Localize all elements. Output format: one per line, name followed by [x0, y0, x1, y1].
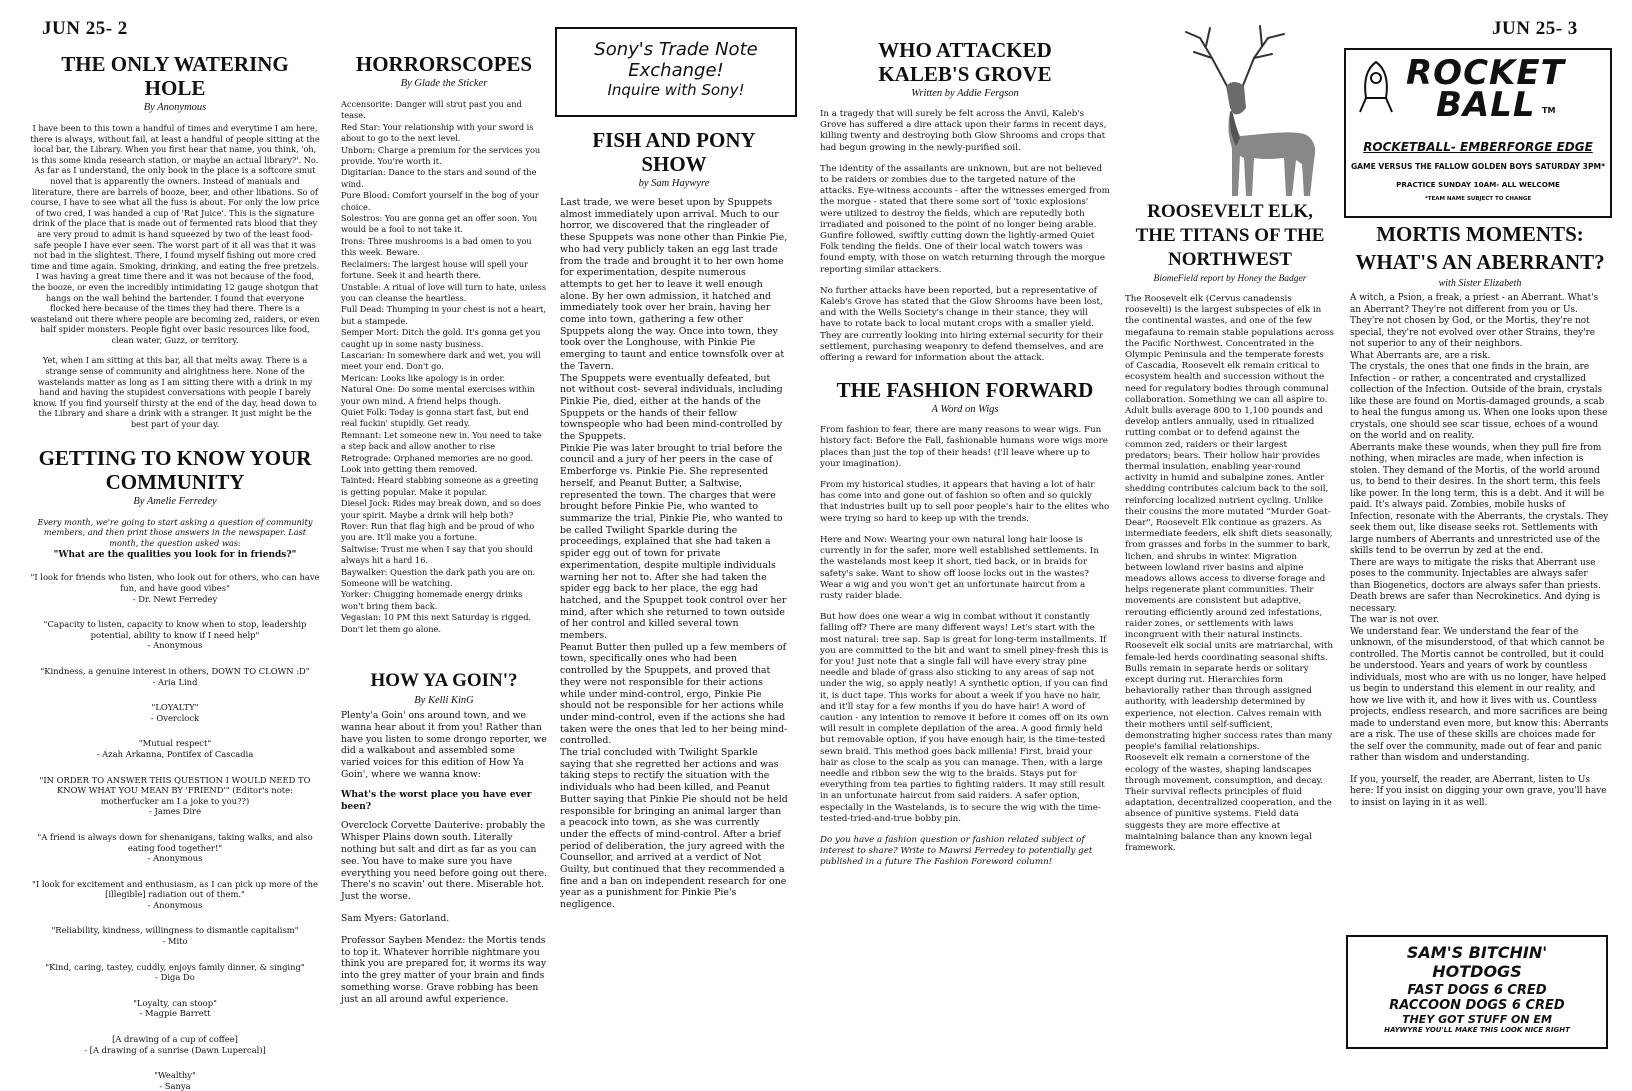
hotdog-ad — [1346, 935, 1608, 1049]
rocket-mascot-icon — [1356, 58, 1396, 118]
mortis-p5: There are ways to mitigate the risks that Aberrant use poses to the community. Injectables are always safer than Biogenetics, doctors are always safer than priests. Death brews are safer than Necrokinetics. And dying is necessary. — [1350, 557, 1601, 614]
mortis-byline: with Sister Elizabeth — [1438, 278, 1522, 289]
quote-author: - Dr. Newt Ferredey — [132, 593, 218, 604]
community-quote — [30, 702, 320, 723]
rocketball-tm: TM — [1542, 106, 1556, 115]
horrorscope-item: Yorker: Chugging homemade energy drinks won't bring them back. — [341, 589, 523, 611]
horrorscope-item: Reclaimers: The largest house will spell your fortune. Seek it and hearth there. — [341, 258, 529, 281]
mortis-p6: The war is not over. — [1350, 615, 1440, 625]
fish-pony-byline: by Sam Haywyre — [638, 178, 710, 189]
quote-author: - Mito — [162, 936, 188, 947]
mortis-p4: Aberrants make these wounds, when they pull fire from nothing, when miracles are made, when infection is stolen. They demand of the Mortis, of the world around us, to bend to their desires. In the short term, this feels like power. In the long term, this is a debt. And it will be paid. It's always paid. Zombies, mobile husks of Infection, resonate with the Aberrants, the crystals. They seek them out, like disease seeks rot. Settlements with large numbers of Aberrants and unrestricted use of the skills tend to be overrun by zed at the end. — [1350, 442, 1609, 556]
quote-author: - Anonymous — [147, 899, 203, 910]
rocketball-game: GAME VERSUS THE FALLOW GOLDEN BOYS SATURDAY 3PM* — [1350, 162, 1606, 171]
horrorscope-item: Semper Mort: Ditch the gold. It's gonna get you caught up in some nasty business. — [341, 327, 541, 349]
howya-answer-3: Professor Sayben Mendez: the Mortis tends to top it. Whatever horrible nightmare you think you are prepared for, it worms its way into the grey matter of your brain and finds something worse. Grave robbing has been just an all around awful experience. — [341, 934, 547, 1005]
mortis-p2: What Aberrants are, are a risk. — [1350, 350, 1491, 361]
horrorscope-item: Tainted: Heard stabbing someone as a greeting is getting popular. Make it popular. — [341, 475, 539, 497]
community-quote — [30, 1034, 320, 1055]
horrorscope-item: Vegasian: 10 PM this next Saturday is rigged. Don't let them go alone. — [341, 612, 532, 634]
hotdog-line-1: SAM'S BITCHIN' — [1406, 943, 1548, 962]
fish-pony-p1: Last trade, we were beset upon by Spuppets almost immediately upon arrival. Much to our horror, we discovered that the ringleader of these Spuppets was none other than Pinkie Pie, who had very publicly taken an egg last trade from the trade and brought it to her own home for experimentation, despite numerous attempts to get her to leave it well enough alone. By her own admission, it hatched and immediately took over her brain, having her come into town, gathering a few other Spuppets along the way. Once into town, they took over the Longhouse, with Pinkie Pie emerging to taunt and entice townsfolk over at the Tavern. — [560, 197, 788, 372]
watering-hole-title: THE ONLY WATERING HOLE — [61, 52, 289, 100]
hotdog-line-2: HOTDOGS — [1432, 962, 1522, 981]
kaleb-p2: The identity of the assailants are unknown, but are not believed to be raiders or zombies due to the targeted nature of the attacks. Eye-witness accounts - after the witnesses emerged from the morgue - stated that there some sort of 'toxic explosions' were utilized to destroy the fields, which are reputedly both irradiated and poisoned to the point of no longer being arable. Gunfire followed, swiftly cutting down the lightly-armed Quiet Folk tending the fields. One of their local watch towers was found empty, with those on watch returning through the morgue reporting similar attackers. — [820, 163, 1110, 275]
community-quote — [30, 998, 320, 1019]
elk-p3: Roosevelt elk social units are matriarchal, with female-led herds coordinating seasonal shifts. Bulls remain in separate herds or solitary except during rut. Hierarchies form behaviorally rather than through assigned authority, with leadership determined by experience, not election. Calves remain with their mothers until self-sufficient, demonstrating higher success rates than many people's familial relationships. — [1125, 641, 1334, 753]
column-2 — [341, 52, 547, 1052]
horrorscope-item: Pure Blood: Comfort yourself in the bog of your choice. — [341, 190, 539, 212]
column-6 — [1350, 220, 1610, 930]
hotdog-line-3: FAST DOGS 6 CRED — [1407, 983, 1547, 998]
kaleb-byline: Written by Addie Fergson — [911, 88, 1019, 99]
quote-author: - Sanya — [159, 1080, 191, 1091]
horrorscope-item: Full Dead: Thumping in your chest is not a heart, but a stampede. — [341, 304, 546, 326]
rocketball-logo-line2: BALL — [1436, 85, 1536, 125]
community-byline: By Amelie Ferredey — [133, 495, 217, 507]
community-quote — [30, 1070, 320, 1091]
community-quote — [30, 738, 320, 759]
mortis-p3: The crystals, the ones that one finds in the brain, are Infection - or rather, a concentrated and crystallized collection of the Infection. Outside of the brain, crystals like these are found on Mortis-damaged grounds, a scab to heal the fungus among us. When one looks upon these crystals, one should see scar tissue, echoes of a wound on the world and on reality. — [1350, 362, 1608, 441]
horrorscope-item: Accensorite: Danger will strut past you and tease. — [341, 99, 522, 121]
quote-text: "Reliability, kindness, willingness to dismantle capitalism" — [51, 925, 299, 936]
community-quote — [30, 832, 320, 864]
community-quote — [30, 572, 320, 604]
horrorscope-item: Rover: Run that flag high and be proud of who you are. It'll make you a fortune. — [341, 521, 535, 543]
quote-text: "Loyalty, can stoop" — [133, 997, 217, 1008]
horrorscope-item: Retrograde: Orphaned memories are no good. Look into getting them removed. — [341, 452, 534, 474]
sony-line-1: Sony's Trade Note — [594, 39, 758, 60]
column-1 — [30, 52, 320, 1091]
community-quote — [30, 879, 320, 911]
quote-text: "IN ORDER TO ANSWER THIS QUESTION I WOULD NEED TO KNOW WHAT YOU MEAN BY 'FRIEND'" (Editor's note: motherfucker am I a joke to you??) — [39, 774, 311, 806]
horrorscope-item: Unstable: A ritual of love will turn to hate, unless you can cleanse the heartless. — [341, 281, 547, 303]
fashion-p3: Here and Now: Wearing your own natural long hair loose is currently in for the safer, more well established settlements. In the wastelands most keep it short, tied back, or in braids for safety's sake. Want to show off loose locks out in the wastes? Wear a wig and you won't get an unfortunate haircut from a rusty raider blade. — [820, 534, 1099, 601]
horrorscope-item: Baywalker: Question the dark path you are on. Someone will be watching. — [341, 566, 536, 589]
horrorscopes-list — [341, 99, 547, 635]
hotdog-line-5: THEY GOT STUFF ON EM — [1402, 1013, 1552, 1026]
community-quote — [30, 619, 320, 651]
rocketball-practice: PRACTICE SUNDAY 10AM- ALL WELCOME — [1396, 180, 1560, 189]
fashion-p5: Do you have a fashion question or fashion related subject of interest to share? Write to Mawrsi Ferredey to potentially get published in a future The Fashion Foreword column! — [820, 834, 1093, 868]
community-quote — [30, 775, 320, 817]
elk-illustration — [1150, 18, 1330, 198]
horrorscope-item: Remnant: Let someone new in. You need to take a step back and allow another to rise — [341, 429, 542, 452]
page-label-left: JUN 25- 2 — [42, 18, 128, 39]
rocketball-ad — [1344, 48, 1612, 218]
fashion-title: THE FASHION FORWARD — [836, 378, 1094, 403]
quote-author: - Anonymous — [147, 640, 203, 651]
elk-title: ROOSEVELT ELK, THE TITANS OF THE NORTHWEST — [1135, 201, 1325, 270]
elk-byline: BiomeField report by Honey the Badger — [1153, 274, 1307, 284]
fashion-byline: A Word on Wigs — [931, 404, 999, 416]
horrorscope-item: Lascarian: In somewhere dark and wet, you will meet your end. Don't go. — [341, 349, 541, 372]
fish-pony-title: FISH AND PONY SHOW — [592, 128, 756, 176]
howya-question: What's the worst place you have ever been? — [341, 788, 532, 812]
elk-p2: Adult bulls average 800 to 1,100 pounds and develop antlers annually, used in ritualized rutting combat or to defend against the common zed, raiders or their largest predators; bears. Their hollow hair provides thermal insulation, enabling year-round activity in humid and subalpine zones. Antler shedding contributes calcium back to the soil, reinforcing localized nutrient cycling. Unlike their cousins the more mutated "Murder Goat-Dear", Roosevelt Elk continue as grazers. As intermediate feeders, elk shift diets seasonally, from grasses and forbs in the summer to bark, lichen, and shrubs in winter. Migration between lowland river basins and alpine meadows allows access to diverse forage and helps regenerate plant communities. Their movements are consistent but adaptive, rerouting efficiently around zed infestations, raider zones, or settlements with laws incongruent with their natural instincts. — [1125, 406, 1333, 641]
fashion-p1: From fashion to fear, there are many reasons to wear wigs. Fun history fact: Before the Fall, fashionable humans wore wigs more places than just the top of their heads! (I'll leave where up to your imagination). — [820, 425, 1108, 469]
quote-text: "Mutual respect" — [138, 738, 212, 749]
howya-title: HOW YA GOIN'? — [370, 670, 518, 692]
quote-text: "Kindness, a genuine interest in others, DOWN TO CLOWN :D" — [40, 665, 310, 676]
horrorscope-item: Quiet Folk: Today is gonna start fast, but end real fuckin' stupidly. Get ready. — [341, 406, 529, 429]
elk-p4: Roosevelt elk remain a cornerstone of the ecology of the wastes, shaping landscapes through movement, consumption, and decay. Their survival reflects principles of fluid adaptation, decentralized cooperation, and the absence of punitive systems. Field data suggests they are more effective at maintaining balance than any known legal framework. — [1125, 753, 1332, 853]
quote-text: "LOYALTY" — [151, 702, 199, 713]
mortis-p8: If you, yourself, the reader, are Aberrant, listen to Us here: If you insist on digging your own grave, you'll have to insist on laying in it as well. — [1350, 774, 1607, 808]
community-intro: Every month, we're going to start asking a question of community members, and then print those answers in the newspaper. Last month, the question asked was: — [37, 516, 313, 548]
fish-pony-p5: The trial concluded with Twilight Sparkle saying that she regretted her actions and was taking steps to rectify the situation with the individuals who had been killed, and Peanut Butter saying that Pinkie Pie should not be held responsible for bringing an animal larger than a peacock into town, as she was currently under the effects of mind-control. After a brief period of deliberation, the jury agreed with the Counsellor, and arrived at a verdict of Not Guilty, but continued that they recommended a fine and a ban on independent research for one year as a punishment for Pinkie Pie's negligence. — [560, 747, 788, 911]
quote-text: "Wealthy" — [154, 1070, 196, 1081]
watering-hole-p1: I have been to this town a handful of times and everytime I am here, there is always, without fail, at least a handful of people sitting at the local bar, the Library. When you first hear that name, you think, 'oh, is this some kinda research station, or maybe an actual library?'. No. As far as I understand, the only book in the place is a softcore smut novel that is apparently the owners. Instead of manuals and literature, there are barrels of booze, beer, and other libations. So of course, I have to see what all the fuss is about. For only the low price of two cred, I was handed a cup of 'Rat Juice'. This is the signature drink of the place that is made out of fermented rats blood that they are very proud to admit is hand squeezed by two of the least food-safe people I have ever seen. The worst part of it all was that it was not bad in the slightest. There, I found myself fishing out more cred time and time again. Smoking, drinking, and eating the free pretzels. I was having a great time there and it was not because of the food, the booze, or even the incredibly intimidating 12 gauge shotgun that hangs on the wall behind the bartender. I found that everyone flocked here because of the times they had there. There is a wasteland out there where people are becoming zed, raiders, or even half spider monsters. People fight over basic resources like food, clean water, Guzz, or territory. — [30, 123, 320, 345]
horrorscope-item: Merican: Looks like apology is in order. — [341, 372, 506, 383]
quote-author: - Magpie Barrett — [139, 1008, 211, 1019]
rocketball-logo-line1: ROCKET — [1406, 53, 1565, 93]
kaleb-title: WHO ATTACKED KALEB'S GROVE — [878, 38, 1052, 86]
fashion-p2: From my historical studies, it appears that having a lot of hair has come into and gone out of fashion so often and so quickly that industries built up to sell poor people's hair to the elites who were trying so hard to keep up with the trends. — [820, 480, 1110, 524]
horrorscope-item: Digitarian: Dance to the stars and sound of the wind. — [341, 167, 537, 189]
column-3 — [560, 128, 788, 1048]
horrorscopes-title: HORRORSCOPES — [355, 52, 533, 76]
quote-author: - Aria Lind — [152, 676, 198, 687]
howya-answer-1: Overclock Corvette Dauterive: probably the Whisper Plains down south. Literally nothing but salt and dirt as far as you can see. You have to make sure you have everything you need before going out there. There's no scavin' out there. Miserable hot. Just the worse. — [341, 820, 547, 903]
mortis-p1: A witch, a Psion, a freak, a priest - an Aberrant. What's an Aberrant? They're not different from you or Us. They're not chosen by God, or the Mortis, they're not special, they're not evolved over other Strains, they're not superior to any of their neighbors. — [1350, 293, 1599, 349]
quote-text: "I look for friends who listen, who look out for others, who can have fun, and have good vibes" — [30, 572, 320, 593]
community-question: "What are the qualities you look for in friends?" — [53, 550, 297, 561]
hotdog-line-6: HAYWYRE YOU'LL MAKE THIS LOOK NICE RIGHT — [1384, 1026, 1570, 1034]
horrorscope-item: Natural One: Do some mental exercises within your own mind. A friend helps though. — [341, 384, 535, 406]
kaleb-p1: In a tragedy that will surely be felt across the Anvil, Kaleb's Grove has suffered a dire attack upon their farms in recent days, killing twenty and destroying both Glow Shrooms and crops that had begun growing in the newly-purified soil. — [820, 109, 1107, 153]
howya-answer-2: Sam Myers: Gatorland. — [341, 913, 450, 925]
sony-trade-box — [555, 27, 797, 117]
horrorscope-item: Irons: Three mushrooms is a bad omen to you this week. Beware. — [341, 235, 532, 258]
column-5 — [1125, 200, 1335, 1050]
quote-text: "I look for excitement and enthusiasm, as I can pick up more of the [illegible] radiation out of them." — [32, 878, 318, 900]
watering-hole-p2: Yet, when I am sitting at this bar, all that melts away. There is a strange sense of community and alrightness here. None of the wastelands matter as long as I am sitting there with a drink in my hand and having the stupidest conversations with people I barely know. If you find yourself thirsty at the end of the day, head down to the Library and share a drink with a stranger. It just might be the best part of your day. — [33, 355, 317, 430]
community-title: GETTING TO KNOW YOUR COMMUNITY — [38, 445, 312, 494]
quote-author: - James Dire — [148, 806, 202, 817]
quote-text: "A friend is always down for shenanigans, taking walks, and also eating food together!" — [37, 831, 313, 853]
quote-text: "Capacity to listen, capacity to know when to stop, leadership potential, ability to know if I need help" — [43, 619, 307, 640]
community-quote — [30, 962, 320, 983]
fish-pony-p2: The Spuppets were eventually defeated, but not without cost- several individuals, including Pinkie Pie, died, either at the hands of the Spuppets or the hands of their fellow townspeople who had been mind-controlled by the Spuppets. — [560, 372, 783, 443]
hotdog-line-4: RACCOON DOGS 6 CRED — [1389, 998, 1565, 1013]
horrorscope-item: Saltwise: Trust me when I say that you should always hit a hard 16. — [341, 543, 533, 566]
page-label-right: JUN 25- 3 — [1492, 18, 1578, 39]
column-4 — [820, 38, 1110, 1048]
rocketball-headline: ROCKETBALL- EMBERFORGE EDGE — [1363, 140, 1593, 154]
fish-pony-p3: Pinkie Pie was later brought to trial before the council and a jury of her peers in the case of Emberforge vs. Pinkie Pie. She represented herself, and Peanut Butter, a Saltwise, represented the town. The charges that were brought before Pinkie Pie, who wanted to summarize the trial, Pinkie Pie, who wanted to be called Twilight Sparkle during the proceedings, explained that she had taken a spider egg out of town for private experimentation, despite multiple individuals warning her not to. After she had taken the spider egg back to her place, the egg had hatched, and the Spuppet took control over her mind, after which she returned to town outside of her control and killed several town members. — [560, 442, 787, 642]
quote-author: - Diga Do — [155, 972, 195, 983]
mortis-title: MORTIS MOMENTS: WHAT'S AN ABERRANT? — [1355, 222, 1605, 274]
community-quote — [30, 666, 320, 687]
rocketball-note: *TEAM NAME SUBJECT TO CHANGE — [1424, 196, 1532, 202]
quote-author: - Azah Arkanna, Pontifex of Cascadia — [96, 748, 254, 759]
horrorscope-item: Unborn: Charge a premium for the services you provide. You're worth it. — [341, 144, 541, 167]
horrorscope-item: Red Star: Your relationship with your sword is about to go to the next level. — [341, 121, 534, 144]
howya-intro: Plenty'a Goin' ons around town, and we wanna hear about it from you! Rather than have you listen to some drongo reporter, we did a walkabout and assembled some varied voices for this edition of How Ya Goin', where we wanna know: — [341, 710, 547, 781]
horrorscope-item: Solestros: You are gonna get an offer soon. You would be a fool to not take it. — [341, 213, 538, 235]
horrorscope-item: Diesel Jock: Rides may break down, and so does your spirit. Maybe a drink will help both? — [341, 498, 542, 520]
watering-hole-byline: By Anonymous — [143, 102, 207, 113]
community-quotes — [30, 572, 320, 1091]
community-quote — [30, 925, 320, 946]
quote-author: - Anonymous — [147, 853, 203, 864]
fish-pony-p4: Peanut Butter then pulled up a few members of town, specifically ones who had been controlled by the Spuppets, and proved that they were not responsible for their actions while under mind-control, ergo, Pinkie Pie should not be responsible for her actions while under mind-control, even if the actions she had taken were the ones that led to her being mind-controlled. — [560, 641, 788, 747]
quote-author: - [A drawing of a sunrise (Dawn Lupercal)] — [84, 1044, 266, 1055]
sony-line-2: Exchange! — [628, 60, 724, 81]
sony-line-3: Inquire with Sony! — [607, 81, 745, 99]
howya-byline: By Kelli KinG — [414, 695, 474, 707]
quote-author: - Overclock — [150, 712, 200, 723]
elk-p1: The Roosevelt elk (Cervus canadensis roosevelti) is the largest subspecies of elk in the continental wastes, and one of the few megafauna to remain stable populations across the Pacific Northwest. Concentrated in the Olympic Peninsula and the temperate forests of Cascadia, Roosevelt elk remain critical to ecosystem health and succession without the need for regulatory bodies through communal collaboration. Something we can all aspire to. — [1125, 294, 1334, 405]
quote-text: [A drawing of a cup of coffee] — [112, 1034, 238, 1045]
mortis-p7: We understand fear. We understand the fear of the unknown, of the misunderstood, of that which cannot be controlled. The Mortis cannot be controlled, but it could be understood. Years and years of work by countless individuals, most who are with us no longer, have helped us begin to understand this element in our reality, and how we live with it, and how it lives with us. Countless projects, endless research, and more sacrifices are being made to understand even more, but know this: Aberrants are a risk. The use of these skills are choices made for the self over the community, made out of fear and panic rather than wisdom and understanding. — [1350, 626, 1609, 763]
horrorscopes-byline: By Glade the Sticker — [400, 78, 488, 89]
kaleb-p3: No further attacks have been reported, but a representative of Kaleb's Grove has stated that the Glow Shrooms have been lost, and with the Wells Society's change in their stance, they will have to rotate back to local mutant crops with a smaller yield. They are currently looking into hiring external security for their settlement, purchasing weaponry to defend themselves, and are offering a reward for information about the attack. — [820, 285, 1104, 364]
quote-text: "Kind, caring, tastey, cuddly, enjoys family dinner, & singing" — [45, 961, 305, 972]
fashion-p4: But how does one wear a wig in combat without it constantly falling off? There are many different ways! Let's start with the most natural: tree sap. Sap is great for long-term installments. If you are committed to the bit and want to smell piney-fresh this is for you! Just note that a single fall will have every stray pine needle and blade of grass also sticking to any areas of sap not under the wig, so apply neatly! A synthetic option, if you can find it, is duct tape. This works for about a week if you have no hair, and it'll stay for a few months if you do have hair! A word of caution - any intention to remove it before it comes off on its own will result in complete depilation of the area. A good firmly held but removable option, if you have enough hair, is the time-tested sewn braid. This method goes back millenia! First, braid your hair as close to the scalp as you can manage. Then, with a large needle and ribbon sew the wig to the braids. Stays put for everything from tea parties to fighting raiders. It may still result in an unfortunate haircut from said raiders. A safer option, especially in the Wastelands, is to secure the wig with the time-tested-tried-and-true bobby pin. — [820, 612, 1109, 824]
